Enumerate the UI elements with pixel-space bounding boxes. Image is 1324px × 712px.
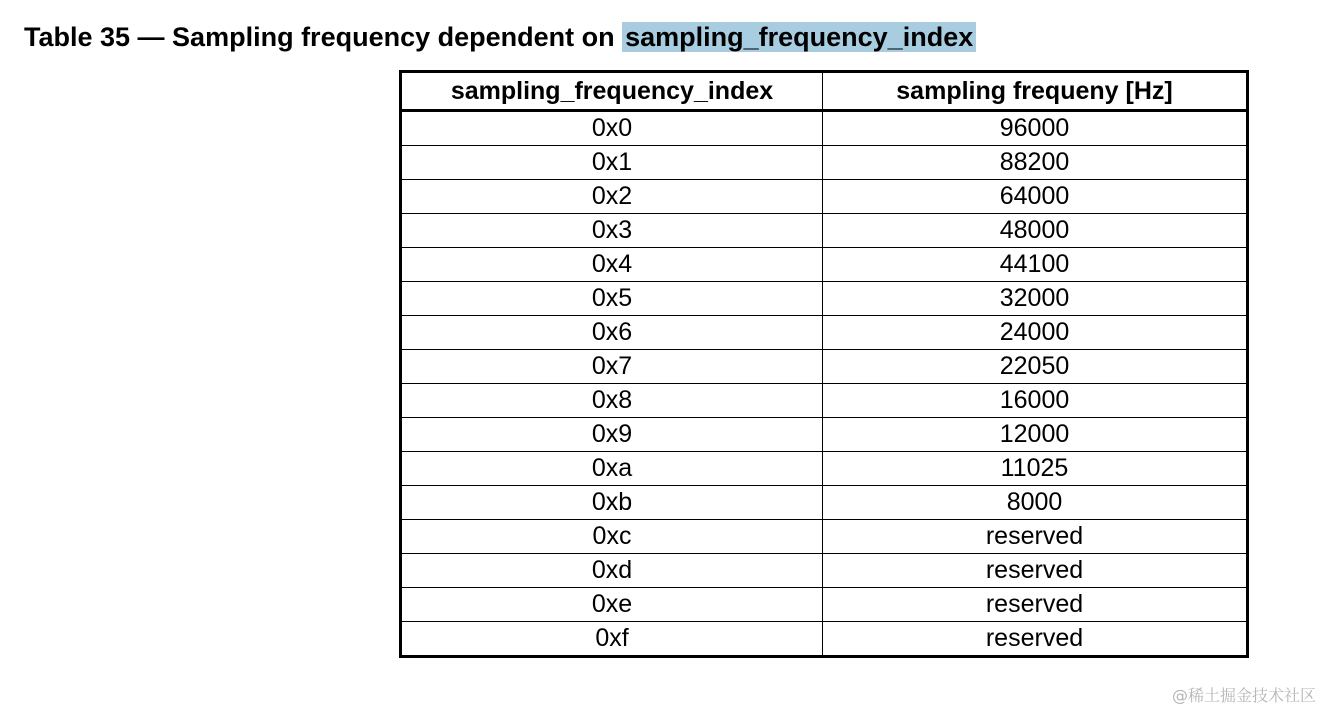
frequency-cell: reserved bbox=[823, 588, 1248, 622]
frequency-cell: reserved bbox=[823, 622, 1248, 657]
index-cell: 0xe bbox=[401, 588, 823, 622]
index-cell: 0x4 bbox=[401, 248, 823, 282]
frequency-cell: 22050 bbox=[823, 350, 1248, 384]
table-row bbox=[401, 282, 1248, 316]
caption-highlighted-term[interactable]: sampling_frequency_index bbox=[622, 22, 976, 52]
column-header-index: sampling_frequency_index bbox=[401, 72, 823, 111]
frequency-cell: 88200 bbox=[823, 146, 1248, 180]
table-row bbox=[401, 146, 1248, 180]
frequency-cell: 48000 bbox=[823, 214, 1248, 248]
watermark: @稀土掘金技术社区 bbox=[1171, 686, 1316, 705]
table-row bbox=[401, 248, 1248, 282]
table-row bbox=[401, 111, 1248, 146]
frequency-cell: 11025 bbox=[823, 452, 1248, 486]
index-cell: 0x0 bbox=[401, 111, 823, 146]
table-caption bbox=[24, 18, 976, 56]
table-row bbox=[401, 384, 1248, 418]
frequency-cell: 44100 bbox=[823, 248, 1248, 282]
frequency-cell: 96000 bbox=[823, 111, 1248, 146]
frequency-cell: 16000 bbox=[823, 384, 1248, 418]
index-cell: 0x8 bbox=[401, 384, 823, 418]
frequency-cell: reserved bbox=[823, 520, 1248, 554]
index-cell: 0xf bbox=[401, 622, 823, 657]
index-cell: 0xd bbox=[401, 554, 823, 588]
index-cell: 0xa bbox=[401, 452, 823, 486]
frequency-cell: 12000 bbox=[823, 418, 1248, 452]
frequency-cell: 64000 bbox=[823, 180, 1248, 214]
table-row bbox=[401, 214, 1248, 248]
table-row bbox=[401, 588, 1248, 622]
table-row bbox=[401, 622, 1248, 657]
table-row bbox=[401, 316, 1248, 350]
table-header-row bbox=[401, 72, 1248, 111]
table-row bbox=[401, 350, 1248, 384]
index-cell: 0x2 bbox=[401, 180, 823, 214]
frequency-cell: 24000 bbox=[823, 316, 1248, 350]
index-cell: 0xb bbox=[401, 486, 823, 520]
index-cell: 0x5 bbox=[401, 282, 823, 316]
index-cell: 0x7 bbox=[401, 350, 823, 384]
table-body bbox=[401, 111, 1248, 657]
index-cell: 0x9 bbox=[401, 418, 823, 452]
sampling-frequency-table bbox=[399, 70, 1249, 658]
table-row bbox=[401, 180, 1248, 214]
index-cell: 0x6 bbox=[401, 316, 823, 350]
table-row bbox=[401, 418, 1248, 452]
table-row bbox=[401, 486, 1248, 520]
table-row bbox=[401, 554, 1248, 588]
caption-text: Table 35 — Sampling frequency dependent on bbox=[24, 22, 623, 52]
frequency-cell: reserved bbox=[823, 554, 1248, 588]
frequency-cell: 32000 bbox=[823, 282, 1248, 316]
table-row bbox=[401, 452, 1248, 486]
index-cell: 0x1 bbox=[401, 146, 823, 180]
index-cell: 0x3 bbox=[401, 214, 823, 248]
table-row bbox=[401, 520, 1248, 554]
frequency-cell: 8000 bbox=[823, 486, 1248, 520]
column-header-frequency: sampling frequeny [Hz] bbox=[823, 72, 1248, 111]
index-cell: 0xc bbox=[401, 520, 823, 554]
